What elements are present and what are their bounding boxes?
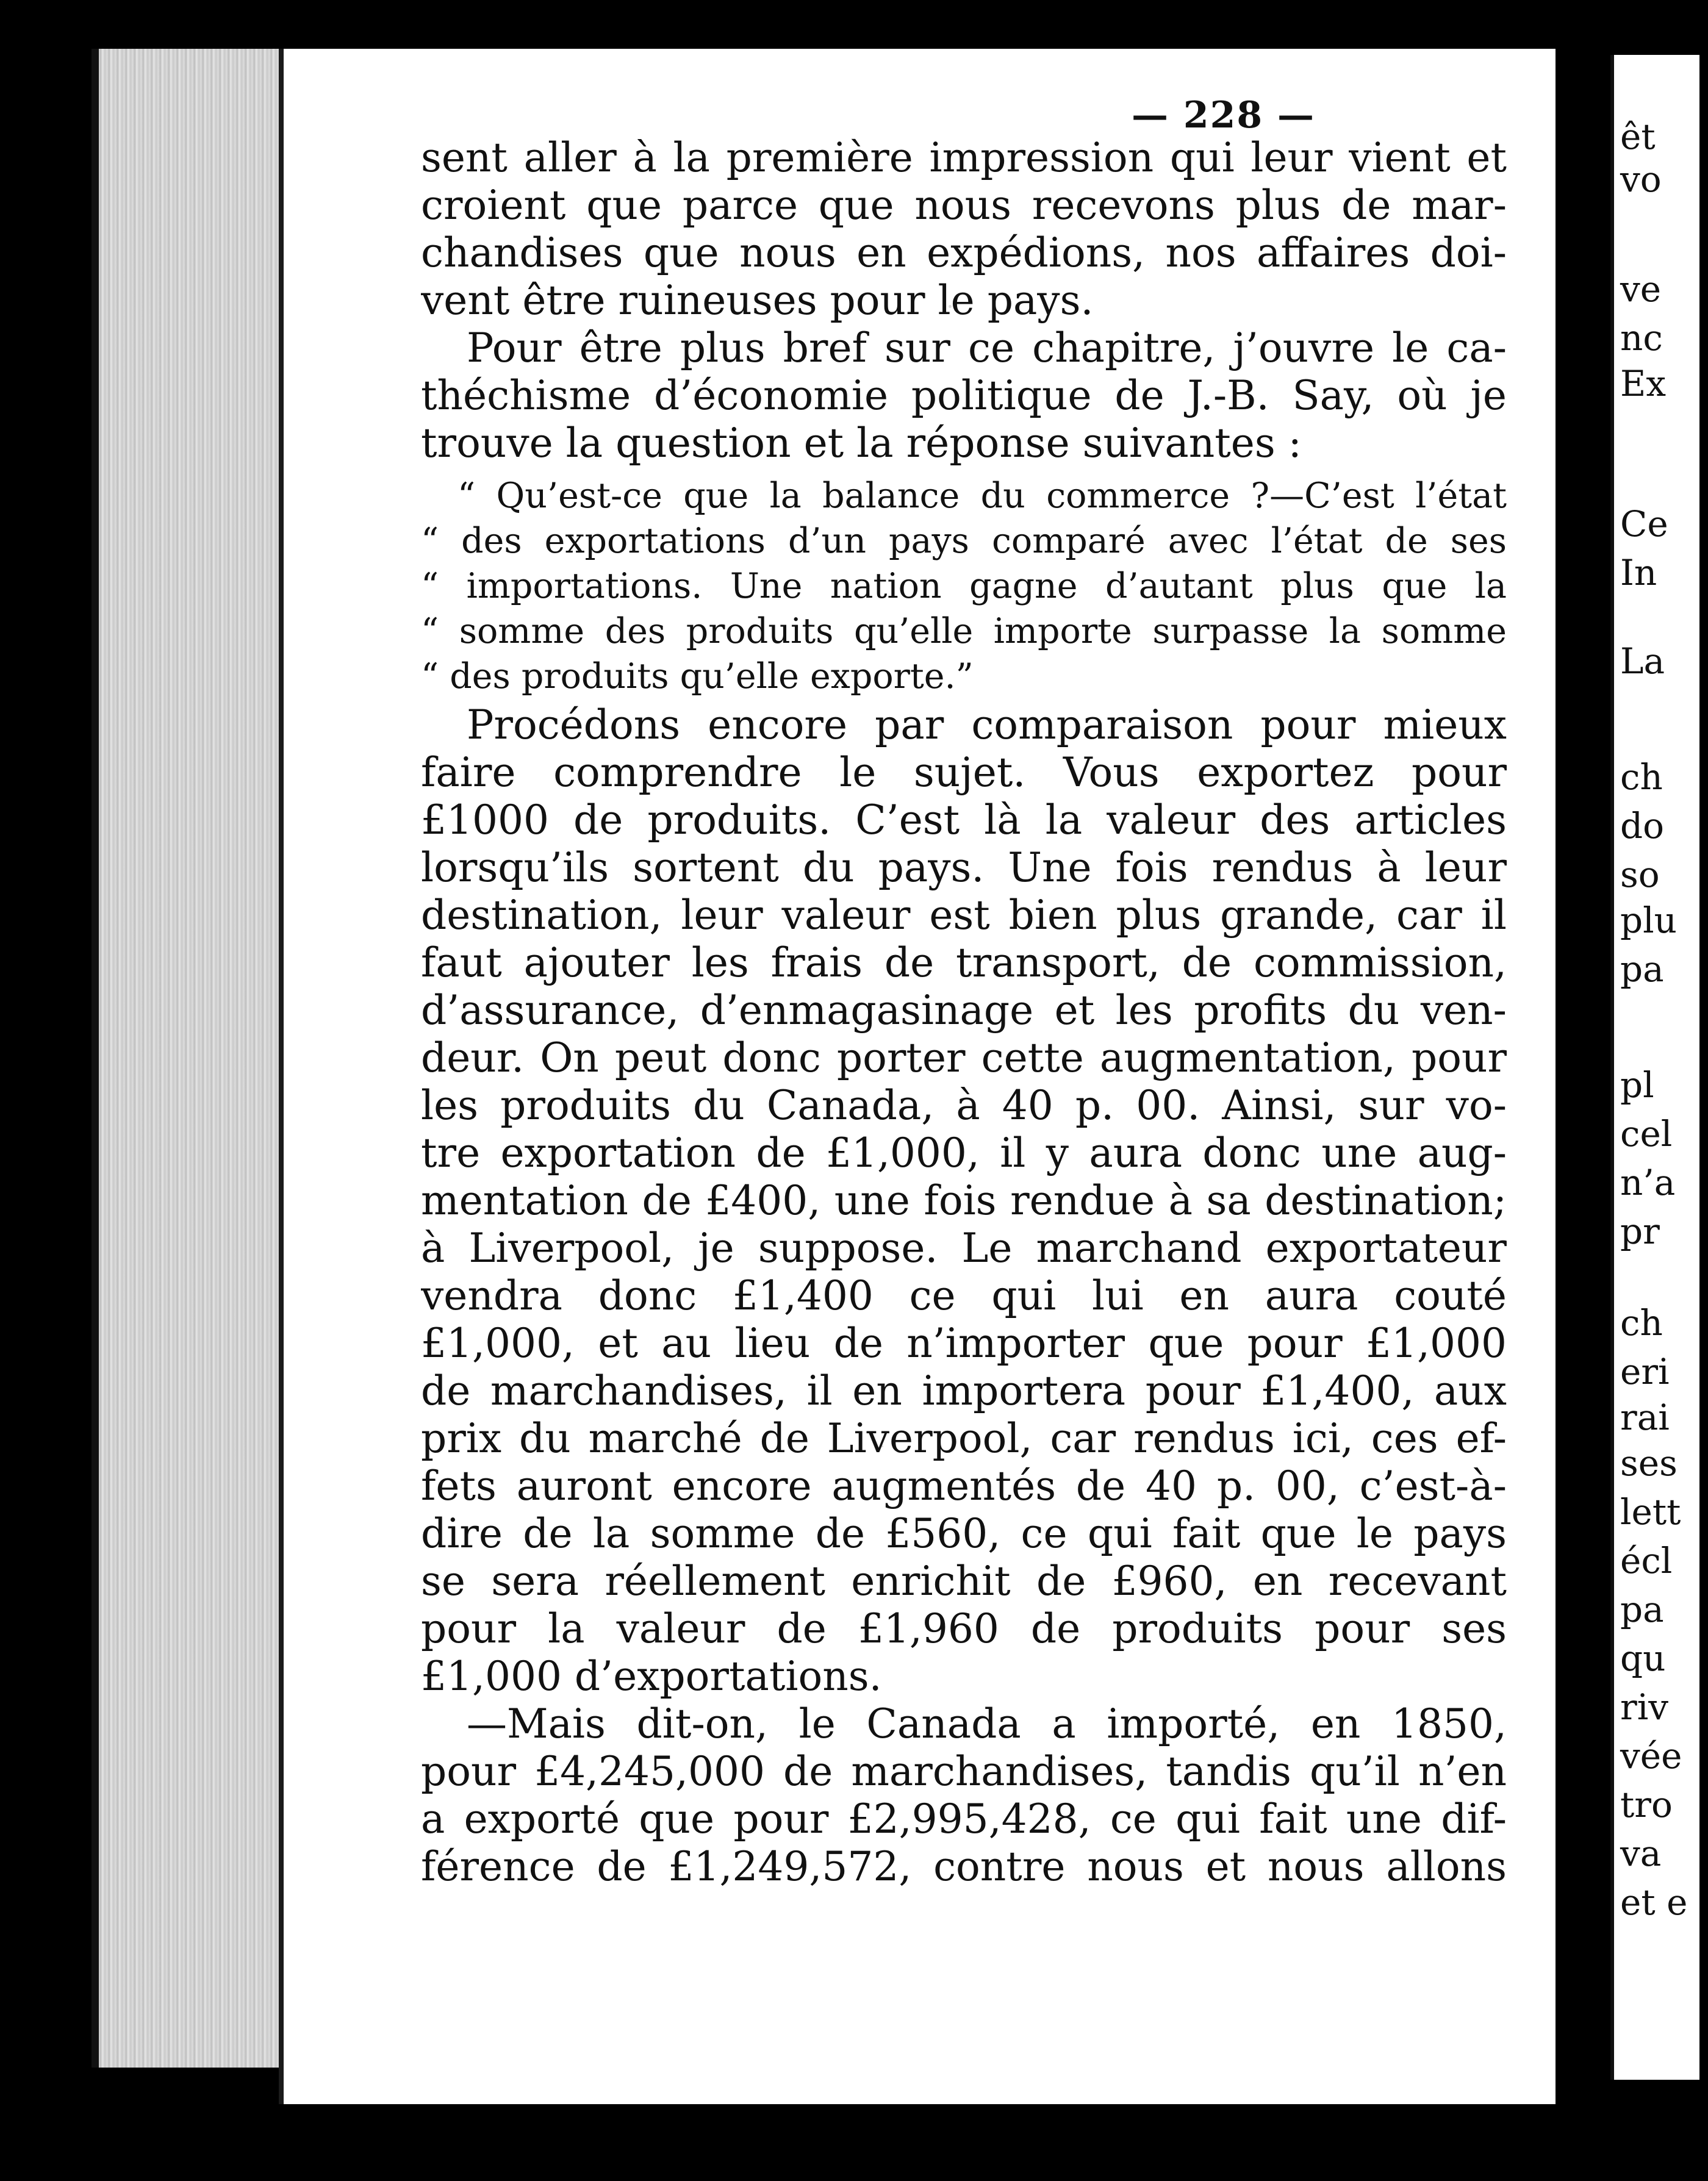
- right-page-text-fragment: Ce: [1620, 503, 1668, 545]
- text-line: vent être ruineuses pour le pays.: [421, 277, 1094, 324]
- right-page-text-fragment: pl: [1620, 1064, 1654, 1106]
- text-line: Procédons encore par comparaison pour mieux: [467, 701, 1507, 748]
- right-page-text-fragment: n’a: [1620, 1162, 1676, 1203]
- quotation-line: “ importations. Une nation gagne d’autant plus que la: [421, 566, 1507, 606]
- text-line: pour £4,245,000 de marchandises, tandis qu’il n’en: [421, 1748, 1507, 1795]
- right-page-text-fragment: so: [1620, 854, 1660, 895]
- right-page-text-fragment: eri: [1620, 1351, 1670, 1392]
- right-page-text-fragment: écl: [1620, 1540, 1673, 1581]
- text-line: de marchandises, il en importera pour £1,400, aux: [421, 1367, 1507, 1414]
- right-page-text-fragment: La: [1620, 640, 1665, 682]
- right-page-text-fragment: ch: [1620, 1302, 1663, 1344]
- text-line: d’assurance, d’enmagasinage et les profits du ven-: [421, 987, 1507, 1034]
- text-line: faire comprendre le sujet. Vous exportez pour: [421, 749, 1507, 796]
- text-line: prix du marché de Liverpool, car rendus ici, ces ef-: [421, 1415, 1507, 1462]
- right-page-text-fragment: pa: [1620, 948, 1664, 990]
- right-page-text-fragment: va: [1620, 1833, 1662, 1874]
- text-line: théchisme d’économie politique de J.-B. Say, où je: [421, 372, 1507, 419]
- quotation-line: “ des exportations d’un pays comparé avec l’état de ses: [421, 521, 1507, 561]
- text-line: mentation de £400, une fois rendue à sa destination;: [421, 1177, 1507, 1224]
- right-page-fragment: [1610, 55, 1699, 2080]
- text-line: sent aller à la première impression qui leur vient et: [421, 134, 1507, 181]
- right-page-text-fragment: do: [1620, 805, 1665, 847]
- right-page-text-fragment: plu: [1620, 900, 1678, 941]
- right-page-text-fragment: êt: [1620, 116, 1656, 157]
- text-line: £1,000 d’exportations.: [421, 1653, 882, 1700]
- text-line: fets auront encore augmentés de 40 p. 00, c’est-à-: [421, 1463, 1507, 1510]
- page-text-body: [421, 134, 1507, 1891]
- text-line: £1000 de produits. C’est là la valeur des articles: [421, 797, 1507, 843]
- right-page-text-fragment: lett: [1620, 1491, 1681, 1533]
- text-line: a exporté que pour £2,995,428, ce qui fait une dif-: [421, 1796, 1507, 1843]
- text-line: destination, leur valeur est bien plus grande, car il: [421, 892, 1507, 939]
- text-line: trouve la question et la réponse suivantes :: [421, 420, 1302, 467]
- right-page-text-fragment: rai: [1620, 1397, 1670, 1438]
- right-page-text-fragment: vée: [1620, 1735, 1682, 1777]
- right-page-text-fragment: tro: [1620, 1784, 1673, 1825]
- quotation-block: [421, 473, 1507, 699]
- text-line: lorsqu’ils sortent du pays. Une fois rendus à leur: [421, 844, 1507, 891]
- text-line: férence de £1,249,572, contre nous et nous allons: [421, 1843, 1507, 1890]
- text-line: Pour être plus bref sur ce chapitre, j’ouvre le ca-: [467, 324, 1507, 371]
- text-line: chandises que nous en expédions, nos affaires doi-: [421, 229, 1507, 276]
- text-line: faut ajouter les frais de transport, de commission,: [421, 939, 1507, 986]
- quotation-line: “ Qu’est-ce que la balance du commerce ?—C’est l’état: [458, 476, 1507, 516]
- right-page-text-fragment: ses: [1620, 1442, 1678, 1484]
- right-page-text-fragment: riv: [1620, 1686, 1669, 1728]
- text-line: —Mais dit-on, le Canada a importé, en 1850,: [467, 1700, 1507, 1747]
- right-page-text-fragment: nc: [1620, 317, 1663, 359]
- text-line: les produits du Canada, à 40 p. 00. Ainsi, sur vo-: [421, 1082, 1507, 1129]
- page-number: — 228 —: [1132, 94, 1316, 137]
- right-page-text-fragment: ve: [1620, 268, 1662, 310]
- right-page-text-fragment: cel: [1620, 1113, 1673, 1155]
- text-line: deur. On peut donc porter cette augmentation, pour: [421, 1034, 1507, 1081]
- quotation-line: “ somme des produits qu’elle importe surpasse la somme: [421, 611, 1507, 651]
- quotation-line: “ des produits qu’elle exporte.”: [421, 656, 974, 697]
- right-page-text-fragment: ch: [1620, 756, 1663, 798]
- text-line: £1,000, et au lieu de n’importer que pour £1,000: [421, 1320, 1507, 1367]
- right-page-text-fragment: vo: [1620, 159, 1662, 200]
- right-page-text-fragment: Ex: [1620, 363, 1667, 404]
- text-line: pour la valeur de £1,960 de produits pour ses: [421, 1605, 1507, 1652]
- right-page-text-fragment: pr: [1620, 1211, 1660, 1252]
- right-page-text-fragment: qu: [1620, 1638, 1666, 1679]
- text-line: croient que parce que nous recevons plus de mar-: [421, 182, 1507, 229]
- right-page-text-fragment: In: [1620, 552, 1657, 593]
- right-page-text-fragment: pa: [1620, 1589, 1664, 1630]
- text-line: se sera réellement enrichit de £960, en recevant: [421, 1558, 1507, 1605]
- book-page-edges: [92, 49, 294, 2068]
- right-page-text-fragment: et e: [1620, 1882, 1688, 1923]
- text-line: à Liverpool, je suppose. Le marchand exportateur: [421, 1225, 1507, 1272]
- text-line: tre exportation de £1,000, il y aura donc une aug-: [421, 1130, 1507, 1176]
- text-line: vendra donc £1,400 ce qui lui en aura couté: [421, 1272, 1507, 1319]
- text-line: dire de la somme de £560, ce qui fait que le pays: [421, 1510, 1507, 1557]
